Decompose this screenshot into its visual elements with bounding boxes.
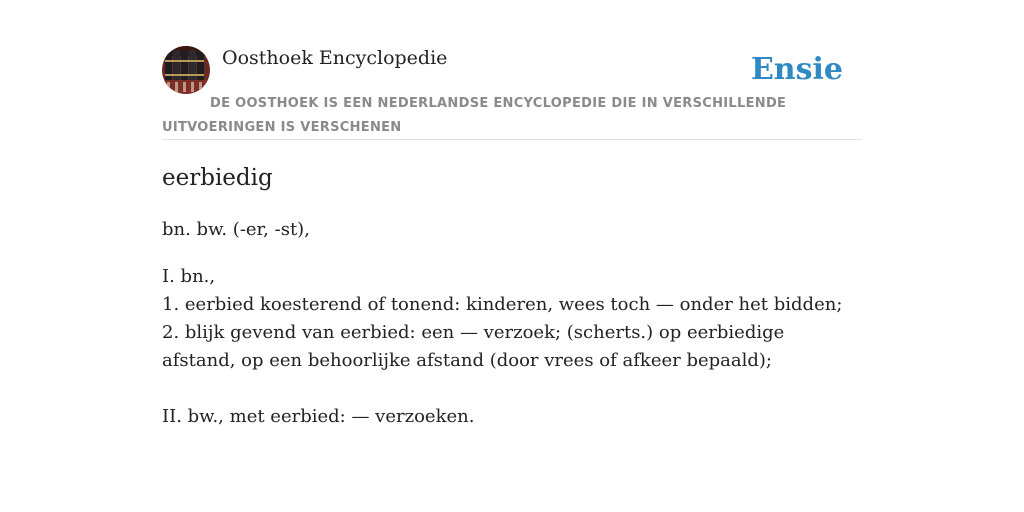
definition-line: I. bn., bbox=[162, 266, 216, 287]
entry-grammar: bn. bw. (-er, -st), bbox=[162, 219, 310, 240]
definition-line: 2. blijk gevend van eerbied: een — verzoek; (scherts.) op eerbiedige afstand, op een behoorlijke afstand (door vrees of afkeer bepaald); bbox=[162, 322, 785, 371]
entry-card bbox=[162, 46, 862, 427]
book-spines-icon bbox=[162, 46, 210, 94]
ensie-logo[interactable]: Ensie bbox=[750, 52, 843, 87]
paragraph-gap bbox=[162, 375, 862, 403]
entry-title: eerbiedig bbox=[162, 165, 273, 191]
source-header bbox=[162, 46, 862, 140]
source-avatar[interactable] bbox=[162, 46, 210, 94]
definition-line: 1. eerbied koesterend of tonend: kinderen, wees toch — onder het bidden; bbox=[162, 294, 843, 315]
source-description: DE OOSTHOEK IS EEN NEDERLANDSE ENCYCLOPEDIE DIE IN VERSCHILLENDE UITVOERINGEN IS VERSCHENEN bbox=[162, 96, 787, 135]
source-name[interactable]: Oosthoek Encyclopedie bbox=[222, 47, 448, 69]
entry-definition bbox=[162, 263, 862, 431]
definition-line: II. bw., met eerbied: — verzoeken. bbox=[162, 406, 475, 427]
